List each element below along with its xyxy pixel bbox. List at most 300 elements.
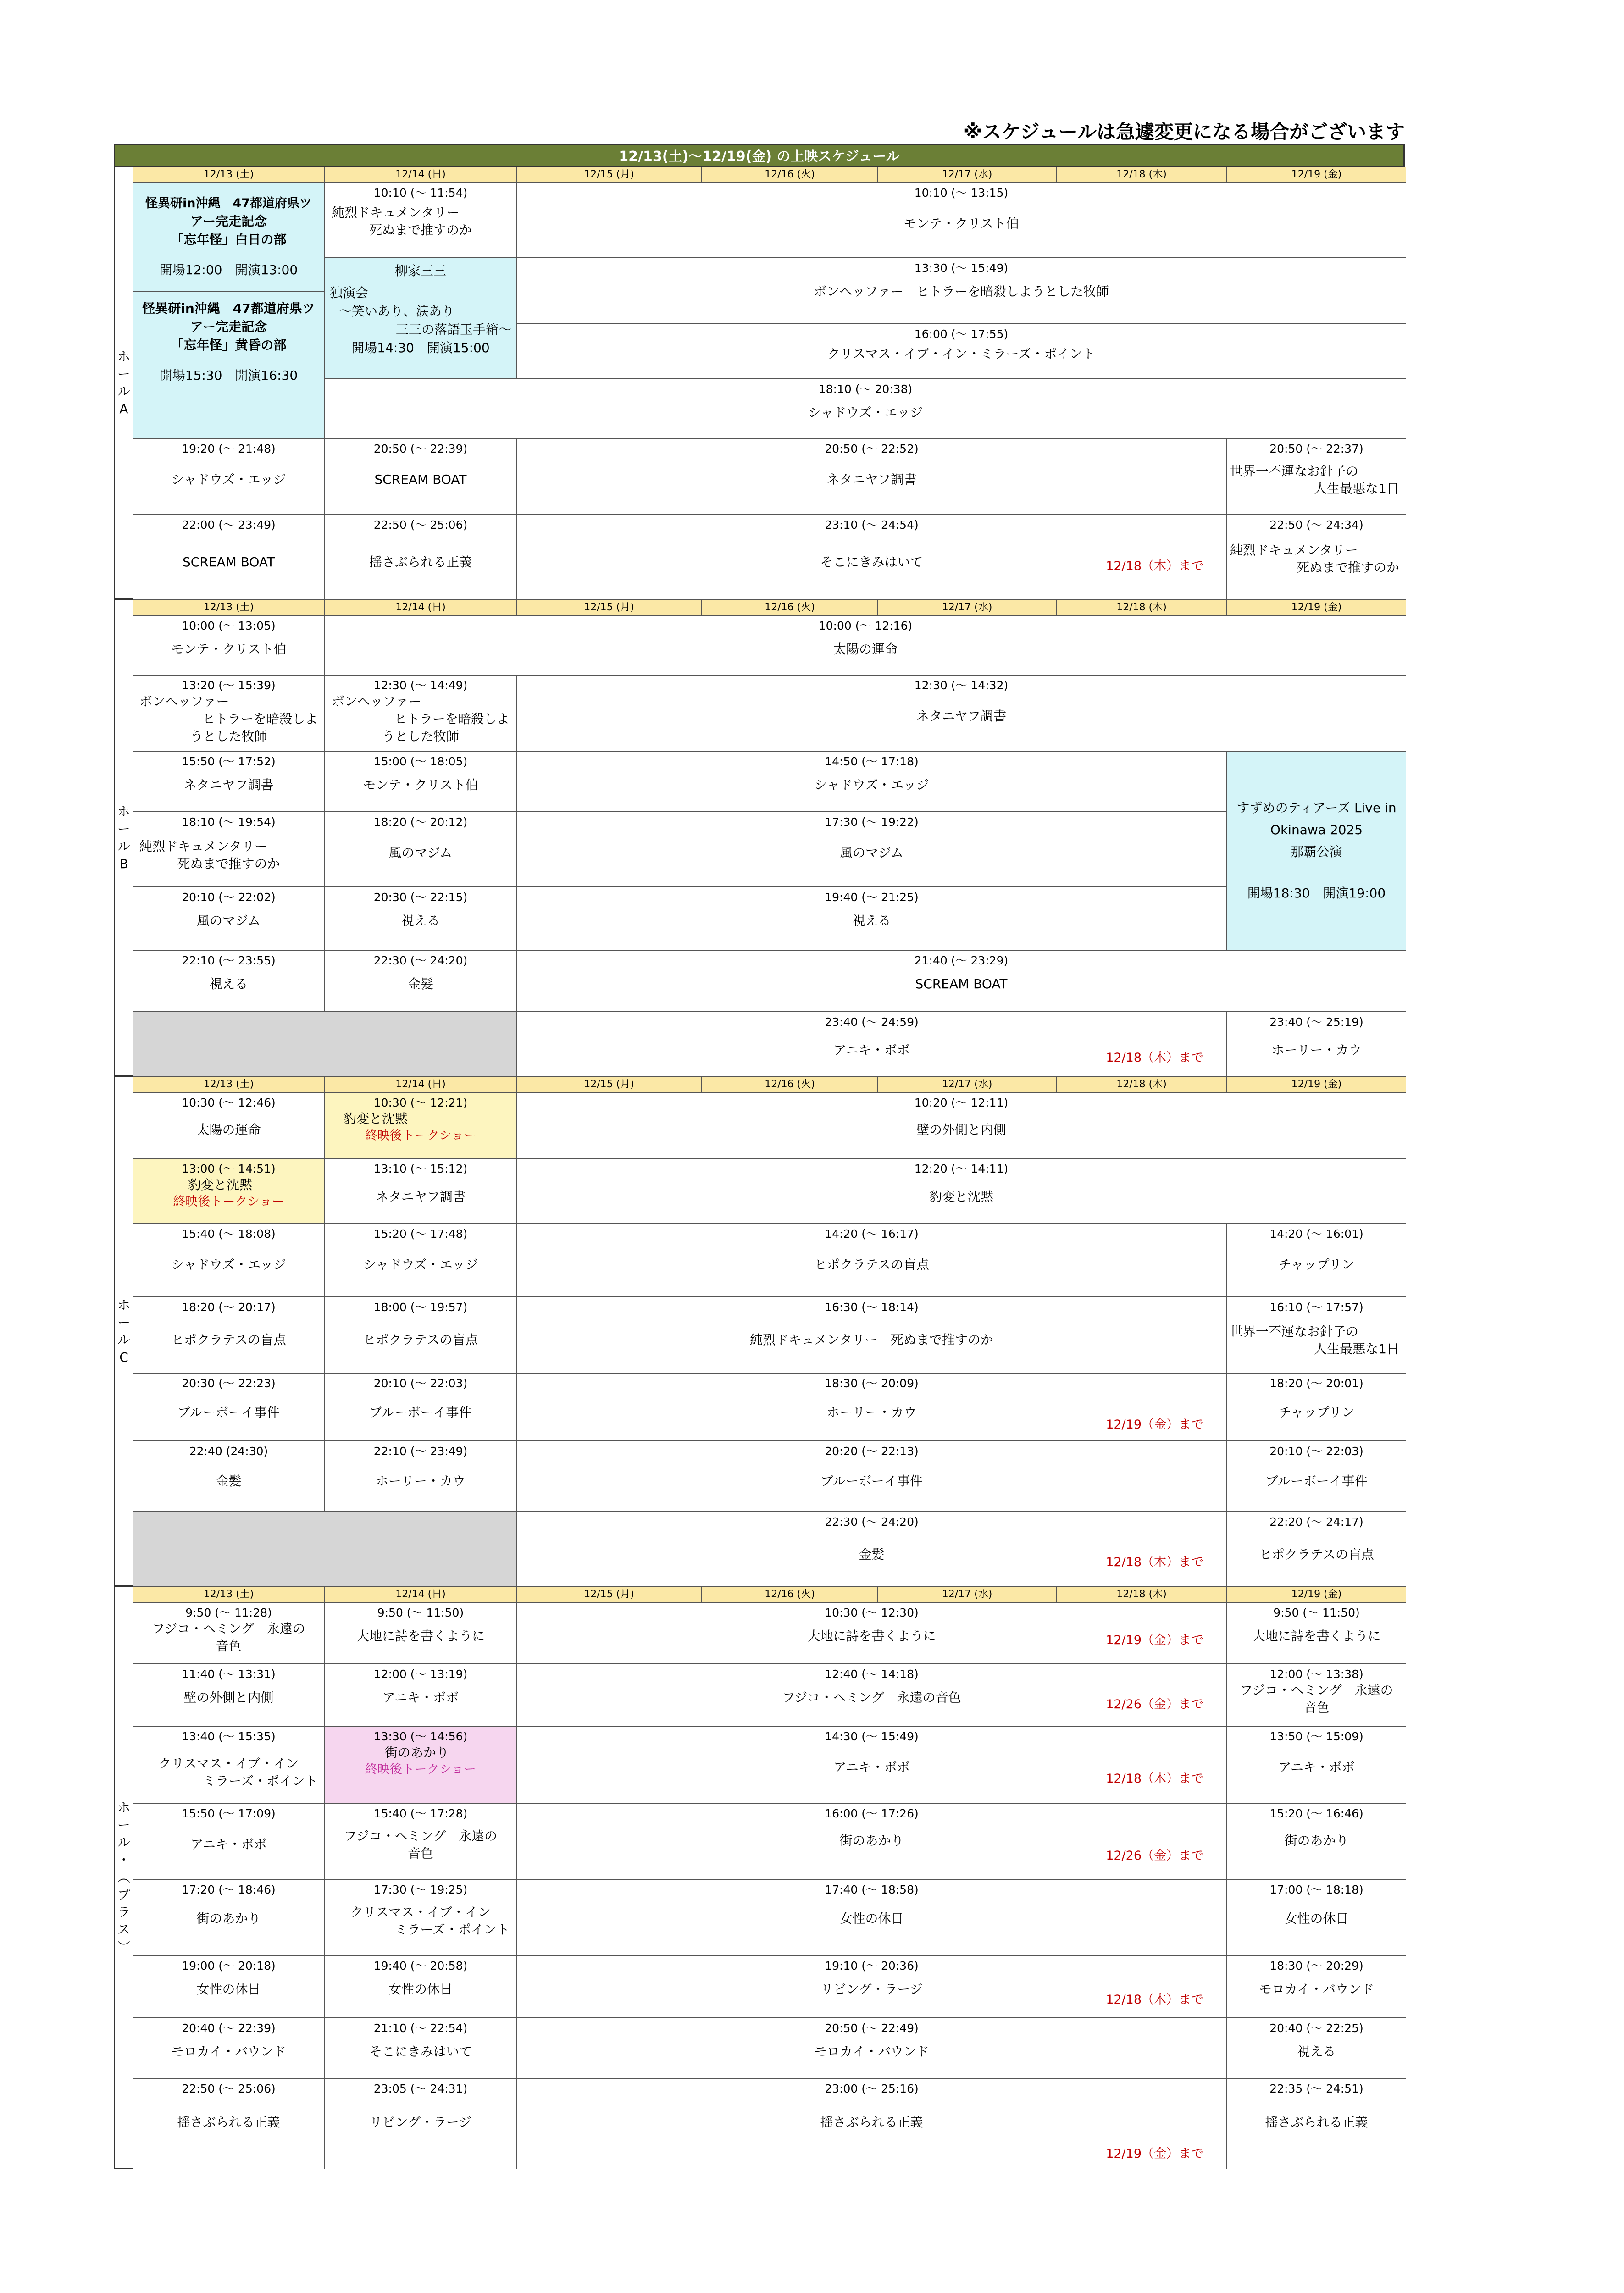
showtime: 12:20 (〜 14:11)	[914, 1162, 1009, 1175]
showtime-cell	[325, 379, 1406, 438]
showtime-cell	[133, 1297, 325, 1373]
hall-b-section	[114, 600, 1405, 1077]
movie-title: モンテ・クリスト伯	[363, 777, 478, 792]
showtime-cell	[133, 1664, 325, 1726]
movie-title: 大地に詩を書くように	[1252, 1628, 1381, 1644]
movie-title: 純烈ドキュメンタリー	[332, 205, 460, 220]
hall-label-char: ︵	[117, 1869, 130, 1885]
schedule-change-notice: ※スケジュールは急遽変更になる場合がございます	[963, 121, 1405, 143]
movie-title: モロカイ・バウンド	[814, 2044, 930, 2059]
hall-label-char: ホ	[117, 349, 130, 364]
movie-title: モロカイ・バウンド	[1258, 1982, 1375, 1997]
showtime-cell	[1227, 2078, 1406, 2169]
event-title: 「忘年怪」白日の部	[171, 232, 287, 247]
day-header: 12/17 (水)	[878, 1587, 1056, 1602]
showtime-cell	[516, 751, 1227, 812]
talk-show-note: 終映後トークショー	[173, 1195, 284, 1209]
showtime: 10:10 (〜 11:54)	[373, 186, 468, 199]
event-cell	[325, 258, 516, 379]
showtime: 22:50 (〜 25:06)	[373, 518, 468, 532]
event-cell	[133, 183, 325, 438]
showtime: 16:00 (〜 17:26)	[825, 1807, 919, 1820]
movie-title: 視える	[209, 976, 248, 991]
showtime: 13:10 (〜 15:12)	[373, 1162, 468, 1175]
hall-label-char: ル	[117, 838, 130, 854]
showtime-cell	[1227, 2018, 1406, 2078]
showtime-cell	[325, 1879, 516, 1955]
movie-title: 純烈ドキュメンタリー	[139, 839, 267, 854]
showtime: 13:50 (〜 15:09)	[1269, 1730, 1363, 1743]
event-title: 怪異研in沖縄 47都道府県ツ	[145, 196, 312, 210]
end-date-note: 12/26（金）まで	[1106, 1697, 1203, 1711]
showtime: 14:50 (〜 17:18)	[825, 755, 919, 768]
showtime-cell	[516, 887, 1227, 950]
movie-title: フジコ・ヘミング 永遠の	[152, 1621, 305, 1636]
showtime: 16:00 (〜 17:55)	[914, 327, 1009, 341]
showtime-cell	[1227, 1602, 1406, 1664]
movie-title: クリスマス・イブ・イン	[158, 1756, 299, 1771]
movie-title: ミラーズ・ポイント	[203, 1773, 318, 1789]
showtime: 13:00 (〜 14:51)	[182, 1162, 276, 1175]
showtime-cell	[1227, 1441, 1406, 1512]
hall-plus-label	[115, 1587, 133, 2168]
movie-title: 女性の休日	[388, 1982, 453, 1997]
showtime-cell	[325, 1297, 516, 1373]
movie-title: ヒポクラテスの盲点	[814, 1257, 929, 1272]
hall-label-char: ス	[117, 1922, 130, 1937]
showtime-cell	[516, 183, 1406, 258]
showtime: 15:50 (〜 17:52)	[182, 755, 276, 768]
showtime: 23:10 (〜 24:54)	[825, 518, 919, 532]
showtime-cell	[325, 515, 516, 600]
showtime-cell	[133, 615, 325, 675]
movie-title: ネタニヤフ調書	[183, 777, 274, 792]
showtime-cell	[133, 1726, 325, 1803]
movie-title: アニキ・ボボ	[190, 1837, 267, 1852]
hall-label-char: C	[119, 1349, 128, 1365]
showtime-cell	[516, 1441, 1227, 1512]
talk-show-note: 終映後トークショー	[365, 1762, 477, 1777]
day-header: 12/19 (金)	[1227, 1587, 1406, 1602]
movie-title: シャドウズ・エッジ	[363, 1257, 478, 1272]
showtime-cell	[133, 1373, 325, 1441]
movie-title: アニキ・ボボ	[1278, 1760, 1355, 1775]
showtime-cell	[516, 515, 1227, 600]
movie-title: 死ぬまで推すのか	[1296, 560, 1399, 575]
movie-title: 金髪	[216, 1473, 242, 1489]
talk-show-cell	[325, 1726, 516, 1803]
showtime-cell	[325, 1602, 516, 1664]
movie-title: ヒトラーを暗殺しよ	[202, 711, 318, 726]
showtime: 14:20 (〜 16:01)	[1269, 1227, 1363, 1241]
showtime: 10:20 (〜 12:11)	[914, 1096, 1009, 1109]
showtime: 15:50 (〜 17:09)	[182, 1807, 276, 1820]
showtime-cell	[325, 1803, 516, 1879]
day-header: 12/17 (水)	[878, 167, 1056, 183]
movie-title: ホーリー・カウ	[826, 1405, 917, 1420]
hall-label-char: ル	[117, 1332, 130, 1347]
movie-title: 街のあかり	[196, 1911, 261, 1926]
hall-label-char: ラ	[117, 1904, 130, 1920]
movie-title: クリスマス・イブ・イン・ミラーズ・ポイント	[827, 346, 1096, 361]
talk-show-cell	[133, 1158, 325, 1224]
showtime-cell	[325, 183, 516, 258]
movie-title: ネタニヤフ調書	[826, 472, 917, 487]
showtime-cell	[1227, 1224, 1406, 1297]
movie-title: フジコ・ヘミング 永遠の	[344, 1828, 498, 1844]
movie-title: ホーリー・カウ	[375, 1473, 466, 1489]
movie-title: 世界一不運なお針子の	[1230, 464, 1359, 479]
showtime-cell	[325, 812, 516, 887]
end-date-note: 12/19（金）まで	[1106, 1418, 1203, 1432]
movie-title: 死ぬまで推すのか	[177, 856, 280, 871]
day-header: 12/15 (月)	[516, 600, 702, 615]
showtime-cell	[325, 2078, 516, 2169]
movie-title: 女性の休日	[196, 1982, 261, 1997]
showtime-cell	[133, 438, 325, 515]
day-header: 12/19 (金)	[1227, 167, 1406, 183]
showtime: 21:10 (〜 22:54)	[373, 2022, 468, 2035]
movie-title: 音色	[1303, 1700, 1330, 1715]
showtime: 19:00 (〜 20:18)	[182, 1959, 276, 1972]
movie-title: 街のあかり	[839, 1833, 904, 1848]
movie-title: ミラーズ・ポイント	[394, 1922, 510, 1937]
day-header-row	[133, 167, 1403, 183]
showtime: 19:20 (〜 21:48)	[182, 442, 276, 455]
showtime: 10:00 (〜 12:16)	[818, 619, 913, 632]
showtime-cell	[1227, 515, 1406, 600]
end-date-note: 12/18（木）まで	[1106, 1772, 1203, 1786]
showtime: 22:50 (〜 25:06)	[182, 2082, 276, 2095]
showtime-cell	[1227, 1012, 1406, 1077]
movie-title: シャドウズ・エッジ	[814, 777, 929, 792]
showtime: 17:30 (〜 19:22)	[825, 815, 919, 829]
showtime-cell	[325, 675, 516, 751]
showtime: 21:40 (〜 23:29)	[914, 954, 1009, 967]
movie-title: 視える	[401, 913, 440, 928]
showtime-cell	[1227, 1726, 1406, 1803]
day-header: 12/16 (火)	[702, 600, 878, 615]
showtime-cell	[516, 1955, 1227, 2018]
showtime: 20:50 (〜 22:49)	[825, 2022, 919, 2035]
showtime-cell	[1227, 1297, 1406, 1373]
event-title: Okinawa 2025	[1270, 822, 1363, 837]
movie-title: そこにきみはいて	[820, 554, 923, 570]
showtime-cell	[516, 2078, 1227, 2169]
hall-c-label	[115, 1077, 133, 1585]
movie-title: 音色	[216, 1639, 242, 1654]
event-title: 怪異研in沖縄 47都道府県ツ	[142, 300, 315, 316]
day-header: 12/15 (月)	[516, 1077, 702, 1092]
day-header: 12/17 (水)	[878, 1077, 1056, 1092]
hall-label-char: ・	[117, 1852, 130, 1867]
showtime: 17:20 (〜 18:46)	[182, 1883, 276, 1896]
showtime: 9:50 (〜 11:28)	[185, 1606, 272, 1619]
showtime-cell	[133, 515, 325, 600]
showtime-cell	[1227, 1373, 1406, 1441]
movie-title: 大地に詩を書くように	[356, 1628, 485, 1644]
day-header: 12/13 (土)	[133, 1077, 325, 1092]
showtime-cell	[325, 751, 516, 812]
end-date-note: 12/19（金）まで	[1106, 2147, 1203, 2161]
movie-title: ボンヘッファー	[332, 694, 421, 709]
movie-title: 揺さぶられる正義	[1265, 2115, 1368, 2130]
movie-title: 人生最悪な1日	[1314, 1341, 1399, 1357]
showtime-cell	[133, 950, 325, 1012]
showtime: 18:00 (〜 19:57)	[373, 1301, 468, 1314]
movie-title: フジコ・ヘミング 永遠の	[1240, 1683, 1393, 1698]
showtime-cell	[133, 1879, 325, 1955]
showtime: 12:30 (〜 14:49)	[373, 679, 468, 692]
showtime: 14:30 (〜 15:49)	[825, 1730, 919, 1743]
movie-title: 壁の外側と内側	[183, 1690, 274, 1705]
showtime-cell	[133, 2018, 325, 2078]
hall-label-char: ホ	[117, 803, 130, 819]
showtime: 13:30 (〜 15:49)	[914, 261, 1009, 275]
showtime: 20:10 (〜 22:03)	[1269, 1445, 1363, 1458]
showtime: 20:40 (〜 22:25)	[1269, 2022, 1363, 2035]
showtime-cell	[516, 950, 1406, 1012]
showtime-cell	[133, 1092, 325, 1158]
showtime: 15:00 (〜 18:05)	[373, 755, 468, 768]
movie-title: チャップリン	[1278, 1405, 1355, 1420]
showtime: 18:30 (〜 20:09)	[825, 1377, 919, 1390]
showtime: 16:10 (〜 17:57)	[1269, 1301, 1363, 1314]
movie-title: 金髪	[859, 1547, 885, 1562]
showtime-cell	[133, 2078, 325, 2169]
movie-title: アニキ・ボボ	[833, 1760, 910, 1775]
showtime: 12:00 (〜 13:38)	[1269, 1667, 1363, 1681]
hall-label-char: ホ	[117, 1800, 130, 1815]
movie-title: 揺さぶられる正義	[177, 2115, 280, 2130]
showtime-cell	[133, 1224, 325, 1297]
day-header: 12/18 (木)	[1056, 600, 1227, 615]
showtime: 22:00 (〜 23:49)	[182, 518, 276, 532]
day-header-row	[133, 1587, 1403, 1602]
showtime-cell	[325, 1664, 516, 1726]
day-header: 12/16 (火)	[702, 1587, 878, 1602]
showtime: 23:05 (〜 24:31)	[373, 2082, 468, 2095]
event-title: アー完走記念	[190, 214, 267, 229]
movie-title: 純烈ドキュメンタリー 死ぬまで推すのか	[750, 1332, 993, 1347]
day-header: 12/18 (木)	[1056, 1077, 1227, 1092]
showtime: 18:30 (〜 20:29)	[1269, 1959, 1363, 1972]
showtime: 15:20 (〜 16:46)	[1269, 1807, 1363, 1820]
movie-title: SCREAM BOAT	[182, 554, 275, 570]
movie-title: 人生最悪な1日	[1314, 481, 1399, 496]
showtime-cell	[516, 675, 1406, 751]
day-header: 12/14 (日)	[325, 600, 516, 615]
event-title: 〜笑いあり、涙あり	[339, 304, 455, 319]
day-header: 12/14 (日)	[325, 167, 516, 183]
showtime: 22:40 (24:30)	[189, 1445, 268, 1458]
showtime-cell	[516, 1664, 1227, 1726]
showtime: 15:40 (〜 18:08)	[182, 1227, 276, 1241]
day-header: 12/16 (火)	[702, 167, 878, 183]
movie-title: アニキ・ボボ	[833, 1042, 910, 1058]
day-header: 12/15 (月)	[516, 1587, 702, 1602]
day-header: 12/13 (土)	[133, 1587, 325, 1602]
movie-title: 揺さぶられる正義	[369, 554, 472, 570]
hall-label-char: ル	[117, 383, 130, 399]
event-title: すずめのティアーズ Live in	[1236, 800, 1397, 815]
movie-title: 太陽の運命	[833, 642, 898, 657]
movie-title: 豹変と沈黙	[188, 1177, 253, 1192]
end-date-note: 12/18（木）まで	[1106, 559, 1203, 573]
end-date-note: 12/26（金）まで	[1106, 1849, 1203, 1863]
showtime: 14:20 (〜 16:17)	[825, 1227, 919, 1241]
showtime-cell	[133, 812, 325, 887]
movie-title: シャドウズ・エッジ	[808, 405, 923, 420]
showtime: 20:10 (〜 22:02)	[182, 891, 276, 904]
movie-title: 風のマジム	[840, 845, 903, 860]
day-header: 12/15 (月)	[516, 167, 702, 183]
event-time: 開場12:00 開演13:00	[159, 262, 298, 277]
movie-title: シャドウズ・エッジ	[171, 472, 286, 487]
hall-label-char: ー	[117, 821, 130, 836]
showtime-cell	[325, 1224, 516, 1297]
hall-label-char: A	[119, 401, 128, 416]
end-date-note: 12/19（金）まで	[1106, 1633, 1203, 1647]
showtime: 10:30 (〜 12:46)	[182, 1096, 276, 1109]
showtime-cell	[516, 2018, 1227, 2078]
showtime-cell	[325, 1955, 516, 2018]
movie-title: 豹変と沈黙	[929, 1189, 993, 1204]
movie-title: うとした牧師	[382, 729, 459, 744]
showtime: 20:30 (〜 22:23)	[182, 1377, 276, 1390]
hall-label-char: ホ	[117, 1297, 130, 1313]
showtime-cell	[325, 1441, 516, 1512]
showtime-cell	[325, 615, 1406, 675]
movie-title: 女性の休日	[839, 1911, 904, 1926]
movie-title: クリスマス・イブ・イン	[350, 1905, 491, 1920]
showtime-cell	[516, 1158, 1406, 1224]
showtime: 19:40 (〜 21:25)	[825, 891, 919, 904]
movie-title: ブルーボーイ事件	[369, 1405, 472, 1420]
day-header-row	[133, 1077, 1403, 1092]
showtime: 9:50 (〜 11:50)	[377, 1606, 464, 1619]
movie-title: 視える	[1297, 2044, 1336, 2059]
day-header: 12/16 (火)	[702, 1077, 878, 1092]
movie-title: ネタニヤフ調書	[375, 1189, 466, 1204]
event-title: 柳家三三	[394, 263, 446, 278]
showtime: 12:30 (〜 14:32)	[914, 679, 1009, 692]
hall-c-section	[114, 1077, 1405, 1587]
showtime-cell	[325, 438, 516, 515]
empty-slot	[133, 1512, 516, 1587]
event-title: 独演会	[330, 285, 369, 300]
hall-label-char: ー	[117, 1314, 130, 1330]
movie-title: 死ぬまで推すのか	[369, 222, 472, 238]
showtime-cell	[516, 1012, 1227, 1077]
showtime: 23:40 (〜 25:19)	[1269, 1015, 1363, 1029]
showtime: 20:40 (〜 22:39)	[182, 2022, 276, 2035]
showtime: 22:20 (〜 24:17)	[1269, 1515, 1363, 1529]
showtime-cell	[133, 1441, 325, 1512]
showtime-cell	[325, 2018, 516, 2078]
movie-title: リビング・ラージ	[369, 2115, 472, 2130]
movie-title: 豹変と沈黙	[344, 1111, 408, 1126]
day-header: 12/18 (木)	[1056, 1587, 1227, 1602]
showtime-cell	[133, 1803, 325, 1879]
showtime-cell	[516, 1879, 1227, 1955]
hall-b-label	[115, 600, 133, 1075]
hall-a-label	[115, 167, 133, 598]
showtime-cell	[325, 950, 516, 1012]
movie-title: ヒポクラテスの盲点	[171, 1332, 286, 1347]
end-date-note: 12/18（木）まで	[1106, 1051, 1203, 1065]
showtime-cell	[516, 258, 1406, 324]
movie-title: 壁の外側と内側	[916, 1122, 1006, 1137]
movie-title: ボンヘッファー	[139, 694, 229, 709]
movie-title: 街のあかり	[1284, 1833, 1349, 1848]
showtime: 22:50 (〜 24:34)	[1269, 518, 1363, 532]
movie-title: モンテ・クリスト伯	[171, 642, 287, 657]
showtime: 13:40 (〜 15:35)	[182, 1730, 276, 1743]
movie-title: 風のマジム	[197, 913, 261, 928]
movie-title: 大地に詩を書くように	[807, 1628, 936, 1644]
movie-title: ヒポクラテスの盲点	[363, 1332, 478, 1347]
showtime: 20:20 (〜 22:13)	[825, 1445, 919, 1458]
showtime-cell	[516, 324, 1406, 379]
day-header: 12/19 (金)	[1227, 600, 1406, 615]
showtime-cell	[1227, 1879, 1406, 1955]
day-header: 12/14 (日)	[325, 1077, 516, 1092]
movie-title: アニキ・ボボ	[382, 1690, 459, 1705]
day-header: 12/13 (土)	[133, 167, 325, 183]
showtime-cell	[516, 1803, 1227, 1879]
movie-title: 女性の休日	[1284, 1911, 1349, 1926]
showtime: 20:10 (〜 22:03)	[373, 1377, 468, 1390]
movie-title: モンテ・クリスト伯	[903, 216, 1019, 231]
hall-plus-section	[114, 1587, 1405, 2169]
movie-title: そこにきみはいて	[369, 2044, 472, 2059]
movie-title: SCREAM BOAT	[915, 976, 1008, 991]
showtime-cell	[516, 1092, 1406, 1158]
event-title: 那覇公演	[1291, 844, 1342, 859]
showtime-cell	[325, 1373, 516, 1441]
showtime: 15:40 (〜 17:28)	[373, 1807, 468, 1820]
day-header: 12/19 (金)	[1227, 1077, 1406, 1092]
showtime: 17:00 (〜 18:18)	[1269, 1883, 1363, 1896]
showtime-cell	[516, 438, 1227, 515]
showtime: 22:30 (〜 24:20)	[373, 954, 468, 967]
end-date-note: 12/18（木）まで	[1106, 1993, 1203, 2007]
showtime: 20:50 (〜 22:39)	[373, 442, 468, 455]
showtime: 12:00 (〜 13:19)	[373, 1667, 468, 1681]
talk-show-cell	[325, 1092, 516, 1158]
event-title: 三三の落語玉手箱〜	[395, 322, 511, 337]
showtime-cell	[516, 1602, 1227, 1664]
showtime: 18:10 (〜 20:38)	[818, 382, 913, 396]
showtime-cell	[1227, 1803, 1406, 1879]
showtime: 10:10 (〜 13:15)	[914, 186, 1009, 199]
day-header: 12/13 (土)	[133, 600, 325, 615]
showtime: 23:00 (〜 25:16)	[825, 2082, 919, 2095]
showtime: 18:10 (〜 19:54)	[182, 815, 276, 829]
hall-label-char: ー	[117, 366, 130, 382]
showtime: 23:40 (〜 24:59)	[825, 1015, 919, 1029]
movie-title: ホーリー・カウ	[1271, 1042, 1362, 1058]
movie-title: 太陽の運命	[196, 1122, 261, 1137]
movie-title: 世界一不運なお針子の	[1230, 1324, 1359, 1339]
movie-title: ブルーボーイ事件	[820, 1473, 923, 1489]
movie-title: 揺さぶられる正義	[820, 2115, 923, 2130]
hall-a-section	[114, 167, 1405, 600]
showtime: 20:50 (〜 22:52)	[825, 442, 919, 455]
movie-title: 視える	[852, 913, 891, 928]
movie-title: うとした牧師	[190, 729, 267, 744]
